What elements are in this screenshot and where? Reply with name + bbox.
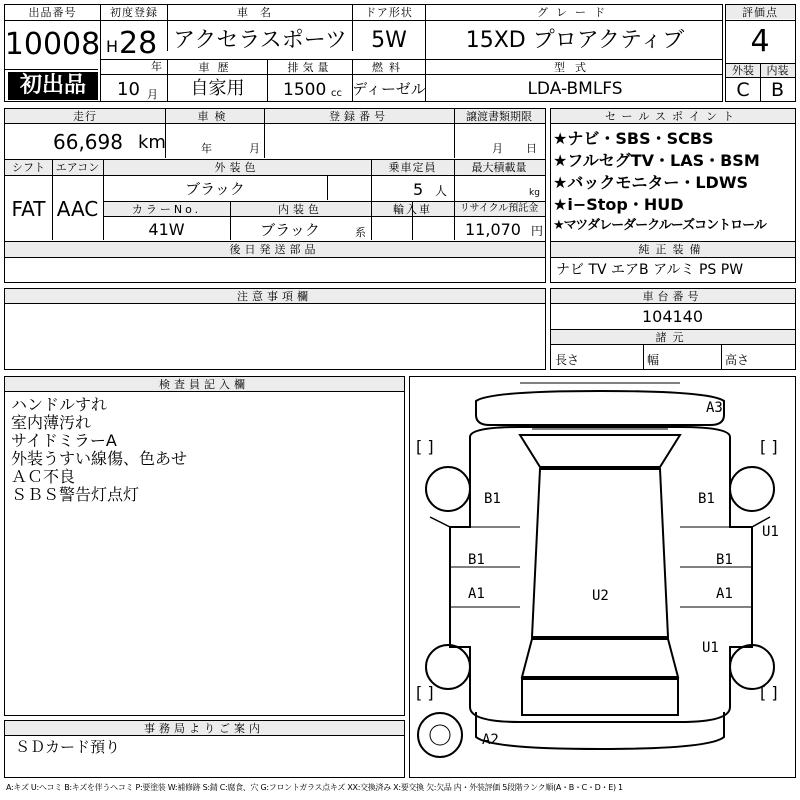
shift: FAT <box>11 197 46 221</box>
history-label: 車歴 <box>198 60 237 74</box>
color-no-label: カラーNo. <box>131 202 202 216</box>
int-color-unit: 系 <box>355 226 366 239</box>
front-bumper-outline <box>476 391 724 425</box>
door-type: 5W <box>371 28 407 53</box>
lot-no: 10008 <box>4 27 101 62</box>
damage-left-front-fender: B1 <box>484 491 501 507</box>
chassis-no: 104140 <box>641 307 704 326</box>
inspector-line-2: 室内薄汚れ <box>11 413 92 432</box>
wheel-front-left <box>426 467 470 511</box>
damage-roof: U2 <box>592 588 609 604</box>
doc-deadline-label: 譲渡書類期限 <box>466 109 532 123</box>
office-text: ＳＤカード預り <box>15 738 121 756</box>
ext-color: ブラック <box>185 179 245 198</box>
capacity-unit: 人 <box>435 184 448 198</box>
damage-left-rear-door: A1 <box>468 586 485 602</box>
door-label: ドア形状 <box>365 6 413 19</box>
chassis-box <box>550 288 796 370</box>
mileage-unit: km <box>138 132 166 153</box>
inspection-label: 車検 <box>197 109 232 123</box>
bracket-right-top: [ ] <box>760 437 778 456</box>
fuel-label: 燃料 <box>372 60 406 74</box>
inspector-line-4: 外装うすい線傷、色あせ <box>11 449 188 468</box>
ac-label: エアコン <box>55 161 100 174</box>
spare-wheel <box>418 713 462 757</box>
max-load-label: 最大積載量 <box>471 161 527 174</box>
plate-label: 登録番号 <box>329 109 389 123</box>
damage-right-rear-fender: U1 <box>702 640 719 656</box>
first-listing-badge: 初出品 <box>8 72 98 100</box>
reg-month-unit: 月 <box>147 88 158 101</box>
reg-year-unit: 年 <box>151 60 162 73</box>
color-no: 41W <box>148 220 185 239</box>
mirror-left <box>430 517 450 527</box>
damage-right-front-door: B1 <box>716 552 733 568</box>
displacement-label: 排気量 <box>287 60 333 74</box>
equipment-label: 純正装備 <box>638 243 707 256</box>
sales-point-2: ★フルセグTV・LAS・BSM <box>553 151 760 170</box>
car-diagram <box>410 377 794 776</box>
inspector-line-3: サイドミラーA <box>11 431 117 450</box>
sales-point-4: ★i−Stop・HUD <box>553 195 684 214</box>
damage-right-mirror: U1 <box>762 524 779 540</box>
reg-month: 10 <box>117 79 140 100</box>
specs-box <box>4 108 546 283</box>
dims-label: 諸元 <box>655 330 690 344</box>
grade-label: グレード <box>537 6 613 19</box>
interior-score-label: 内装 <box>766 64 789 77</box>
max-load-unit: kg <box>529 188 540 198</box>
roof <box>532 469 668 637</box>
damage-front-bumper: A3 <box>706 400 723 416</box>
equipment: ナビ TV エアB アルミ PS PW <box>556 262 744 278</box>
displacement: 1500 <box>283 80 327 100</box>
exterior-score-label: 外装 <box>732 64 754 77</box>
damage-right-rear-door: A1 <box>716 586 733 602</box>
car-name-label: 車名 <box>237 6 283 19</box>
displacement-unit: cc <box>331 88 342 99</box>
capacity: 5 <box>413 180 424 199</box>
mileage-label: 走行 <box>73 109 97 123</box>
wheel-front-right <box>730 467 774 511</box>
inspector-line-5: ＡＣ不良 <box>11 467 76 486</box>
score-box <box>725 4 796 102</box>
interior-score: B <box>770 78 785 101</box>
rear-bumper <box>476 712 724 749</box>
sales-points-box <box>550 108 796 283</box>
legend: A:キズ U:ヘコミ B:キズを伴うヘコミ P:要塗装 W:補修跡 S:錆 C:腐食、穴 G:フロントガラス点キズ XX:交換済み X:要交換 欠:欠品 内・外装評価 5段階ランク順(A・B・C・D・E) 1 <box>6 783 623 792</box>
windshield <box>520 435 680 467</box>
inspector-line-6: ＳＢＳ警告灯点灯 <box>11 485 140 504</box>
model-code-label: 型式 <box>554 60 596 74</box>
ac: AAC <box>56 197 99 221</box>
capacity-label: 乗車定員 <box>388 161 437 174</box>
score-label: 評価点 <box>742 6 778 19</box>
import-label: 輸入車 <box>393 202 432 216</box>
height-label: 高さ <box>725 353 750 367</box>
inspector-label: 検査員記入欄 <box>159 377 249 391</box>
ext-color-label: 外装色 <box>214 161 260 174</box>
rear-window <box>522 639 678 677</box>
header-box <box>4 4 723 102</box>
lot-no-label: 出品番号 <box>28 6 77 19</box>
office-label: 事務局よりご案内 <box>144 721 264 735</box>
history: 自家用 <box>190 78 245 99</box>
grade: 15XD プロアクティブ <box>465 28 685 53</box>
inspector-box <box>4 376 405 716</box>
shift-label: シフト <box>12 161 45 174</box>
exterior-score: C <box>736 78 750 101</box>
damage-rear-bumper: A2 <box>482 732 499 748</box>
int-color-label: 内装色 <box>278 202 323 216</box>
car-name: アクセラスポーツ <box>173 28 347 53</box>
bracket-right-bottom: [ ] <box>760 683 778 702</box>
later-parts-label: 後日発送部品 <box>229 243 320 256</box>
notes-box <box>4 288 546 370</box>
office-box <box>4 720 405 778</box>
chassis-label: 車台番号 <box>642 289 703 303</box>
sales-point-5: ★マツダレーダークルーズコントロール <box>553 218 766 233</box>
sales-point-1: ★ナビ・SBS・SCBS <box>553 129 714 148</box>
width-label: 幅 <box>647 353 660 367</box>
reg-year: 28 <box>119 26 158 61</box>
sales-points-label: セールスポイント <box>604 109 740 123</box>
damage-left-front-door: B1 <box>468 552 485 568</box>
sales-point-3: ★バックモニター・LDWS <box>553 173 748 192</box>
damage-right-front-fender: B1 <box>698 491 715 507</box>
fuel: ディーゼル <box>352 79 426 98</box>
first-reg-label: 初度登録 <box>110 6 158 19</box>
notes-label: 注意事項欄 <box>237 289 312 303</box>
length-label: 長さ <box>555 353 580 367</box>
car-diagram-box <box>409 376 796 778</box>
bracket-left-bottom: [ ] <box>416 683 434 702</box>
int-color: ブラック <box>260 220 320 239</box>
inspection-month-unit: 月 <box>249 142 260 155</box>
doc-month-unit: 月 <box>492 142 503 155</box>
recycle-unit: 円 <box>531 224 544 238</box>
mileage: 66,698 <box>53 130 123 154</box>
bracket-left-top: [ ] <box>416 437 434 456</box>
doc-day-unit: 日 <box>526 142 537 155</box>
inspection-year-unit: 年 <box>201 142 212 155</box>
inspector-line-1: ハンドルすれ <box>11 395 108 414</box>
model-code: LDA-BMLFS <box>527 78 623 99</box>
trunk <box>522 679 678 715</box>
overall-score: 4 <box>750 24 770 59</box>
recycle: 11,070 <box>465 220 521 239</box>
recycle-label: リサイクル預託金 <box>459 203 539 214</box>
era: H <box>106 37 119 56</box>
